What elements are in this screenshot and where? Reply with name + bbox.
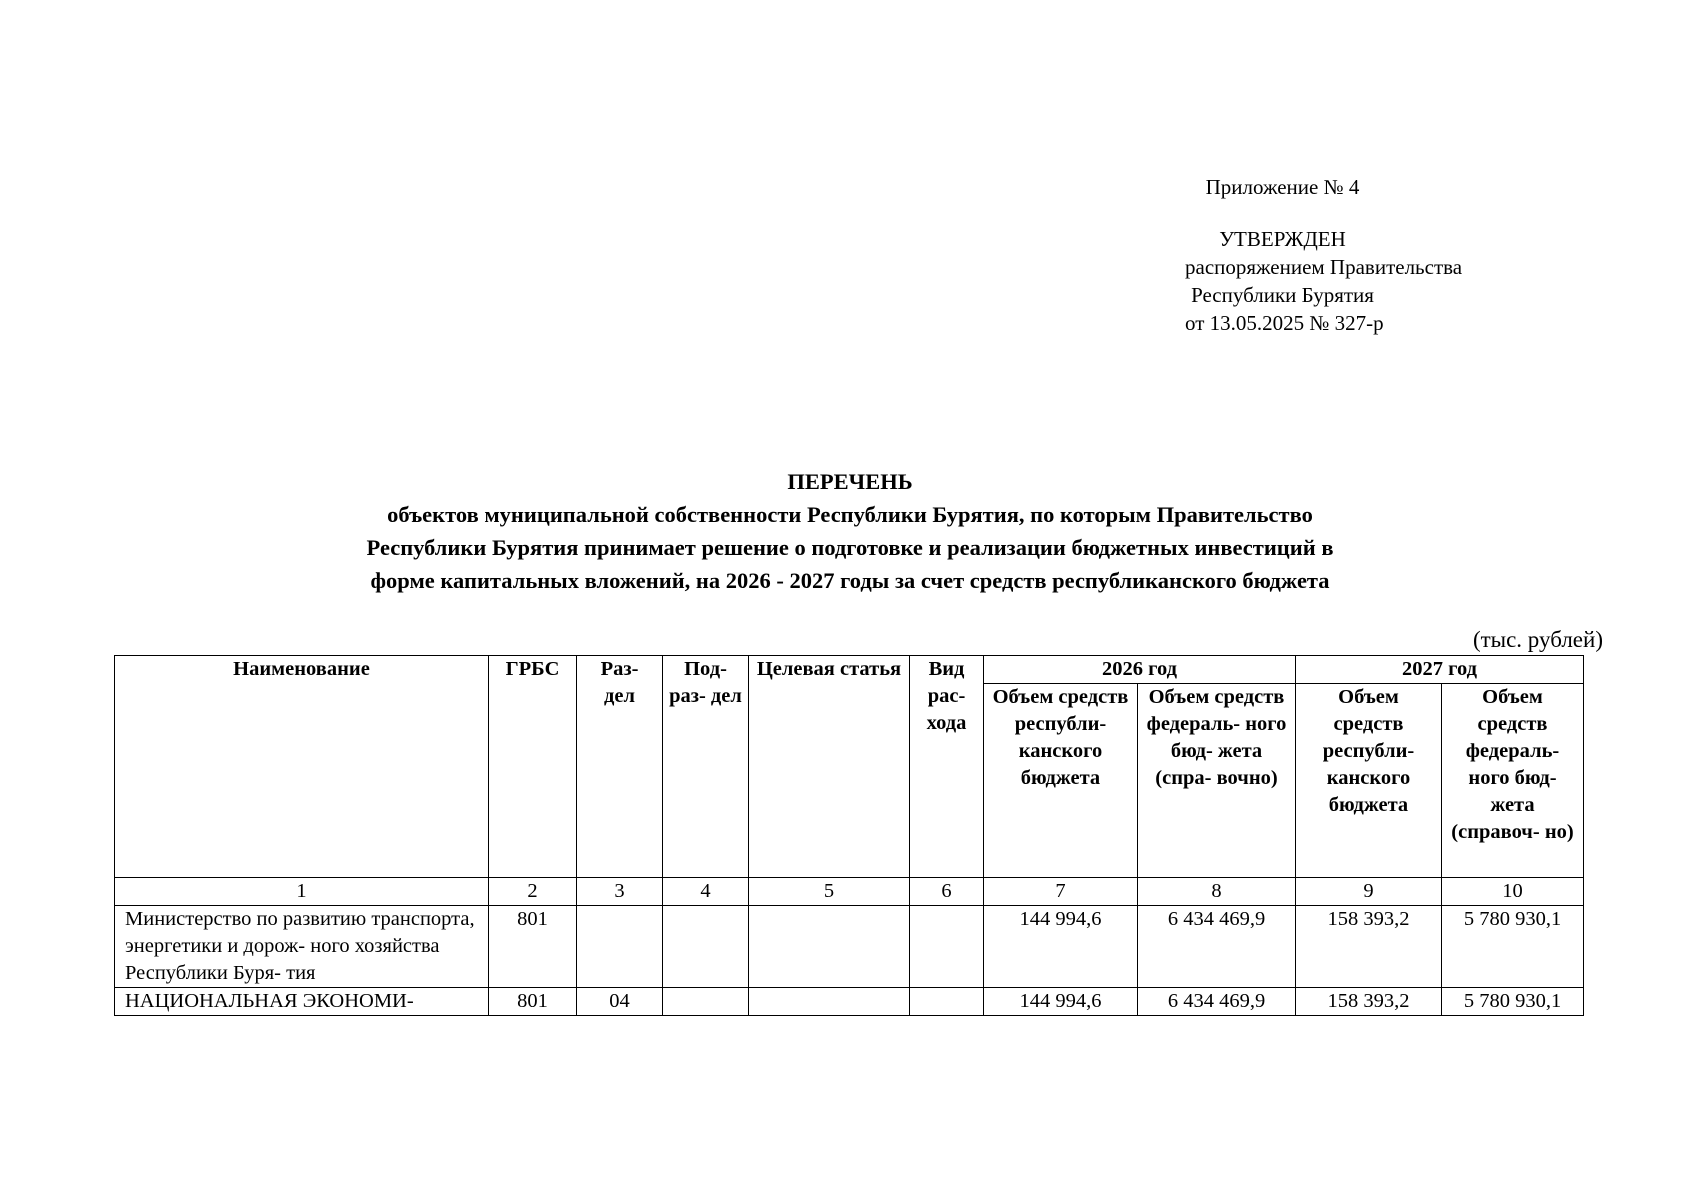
header-year-2026: 2026 год [984, 656, 1296, 684]
header-rep-2027: Объем средств республи- канского бюджета [1296, 684, 1442, 878]
row-vid [910, 906, 984, 988]
row-podrazdel [663, 906, 749, 988]
row-name: НАЦИОНАЛЬНАЯ ЭКОНОМИ- [115, 988, 489, 1016]
header-grbs: ГРБС [489, 656, 577, 878]
column-number: 7 [984, 878, 1138, 906]
row-podrazdel [663, 988, 749, 1016]
row-grbs: 801 [489, 988, 577, 1016]
header-vid: Вид рас- хода [910, 656, 984, 878]
column-number: 1 [115, 878, 489, 906]
header-fed-2026: Объем средств федераль- ного бюд- жета (спра- вочно) [1138, 684, 1296, 878]
column-number: 5 [749, 878, 910, 906]
header-name: Наименование [115, 656, 489, 878]
approved-by-line: распоряжением Правительства [1185, 255, 1463, 279]
row-rep-2027: 158 393,2 [1296, 988, 1442, 1016]
row-fed-2027: 5 780 930,1 [1442, 988, 1584, 1016]
table-row [115, 988, 1584, 1016]
approved-date-line: от 13.05.2025 № 327-р [1185, 311, 1384, 335]
column-number: 2 [489, 878, 577, 906]
column-numbers-row [115, 878, 1584, 906]
row-rep-2026: 144 994,6 [984, 988, 1138, 1016]
header-row-top [115, 656, 1584, 684]
title-line-1: объектов муниципальной собственности Республики Бурятия, по которым Правительство [387, 502, 1313, 527]
header-podrazdel: Под- раз- дел [663, 656, 749, 878]
row-target [749, 906, 910, 988]
row-fed-2026: 6 434 469,9 [1138, 988, 1296, 1016]
header-razdel: Раз- дел [577, 656, 663, 878]
row-target [749, 988, 910, 1016]
column-number: 8 [1138, 878, 1296, 906]
column-number: 3 [577, 878, 663, 906]
header-target: Целевая статья [749, 656, 910, 878]
row-rep-2027: 158 393,2 [1296, 906, 1442, 988]
approved-heading: УТВЕРЖДЕН [1219, 227, 1346, 251]
budget-table [114, 655, 1584, 1016]
column-number: 6 [910, 878, 984, 906]
column-number: 4 [663, 878, 749, 906]
document-title [200, 465, 1500, 597]
row-vid [910, 988, 984, 1016]
row-razdel [577, 906, 663, 988]
row-fed-2027: 5 780 930,1 [1442, 906, 1584, 988]
header-rep-2026: Объем средств республи- канского бюджета [984, 684, 1138, 878]
header-fed-2027: Объем средств федераль- ного бюд- жета (справоч- но) [1442, 684, 1584, 878]
row-razdel: 04 [577, 988, 663, 1016]
column-number: 10 [1442, 878, 1584, 906]
approved-region-line: Республики Бурятия [1191, 283, 1374, 307]
title-main: ПЕРЕЧЕНЬ [787, 469, 913, 494]
row-fed-2026: 6 434 469,9 [1138, 906, 1296, 988]
annex-number: Приложение № 4 [1205, 175, 1360, 199]
units-label: (тыс. рублей) [1472, 627, 1603, 652]
title-line-2: Республики Бурятия принимает решение о подготовке и реализации бюджетных инвестиций в [366, 535, 1334, 560]
approval-block [1185, 173, 1463, 337]
row-name: Министерство по развитию транспорта, энергетики и дорож- ного хозяйства Республики Буря- тия [115, 906, 489, 988]
table-row [115, 906, 1584, 988]
row-grbs: 801 [489, 906, 577, 988]
header-year-2027: 2027 год [1296, 656, 1584, 684]
column-number: 9 [1296, 878, 1442, 906]
title-line-3: форме капитальных вложений, на 2026 - 2027 годы за счет средств республиканского бюджета [370, 568, 1330, 593]
row-rep-2026: 144 994,6 [984, 906, 1138, 988]
